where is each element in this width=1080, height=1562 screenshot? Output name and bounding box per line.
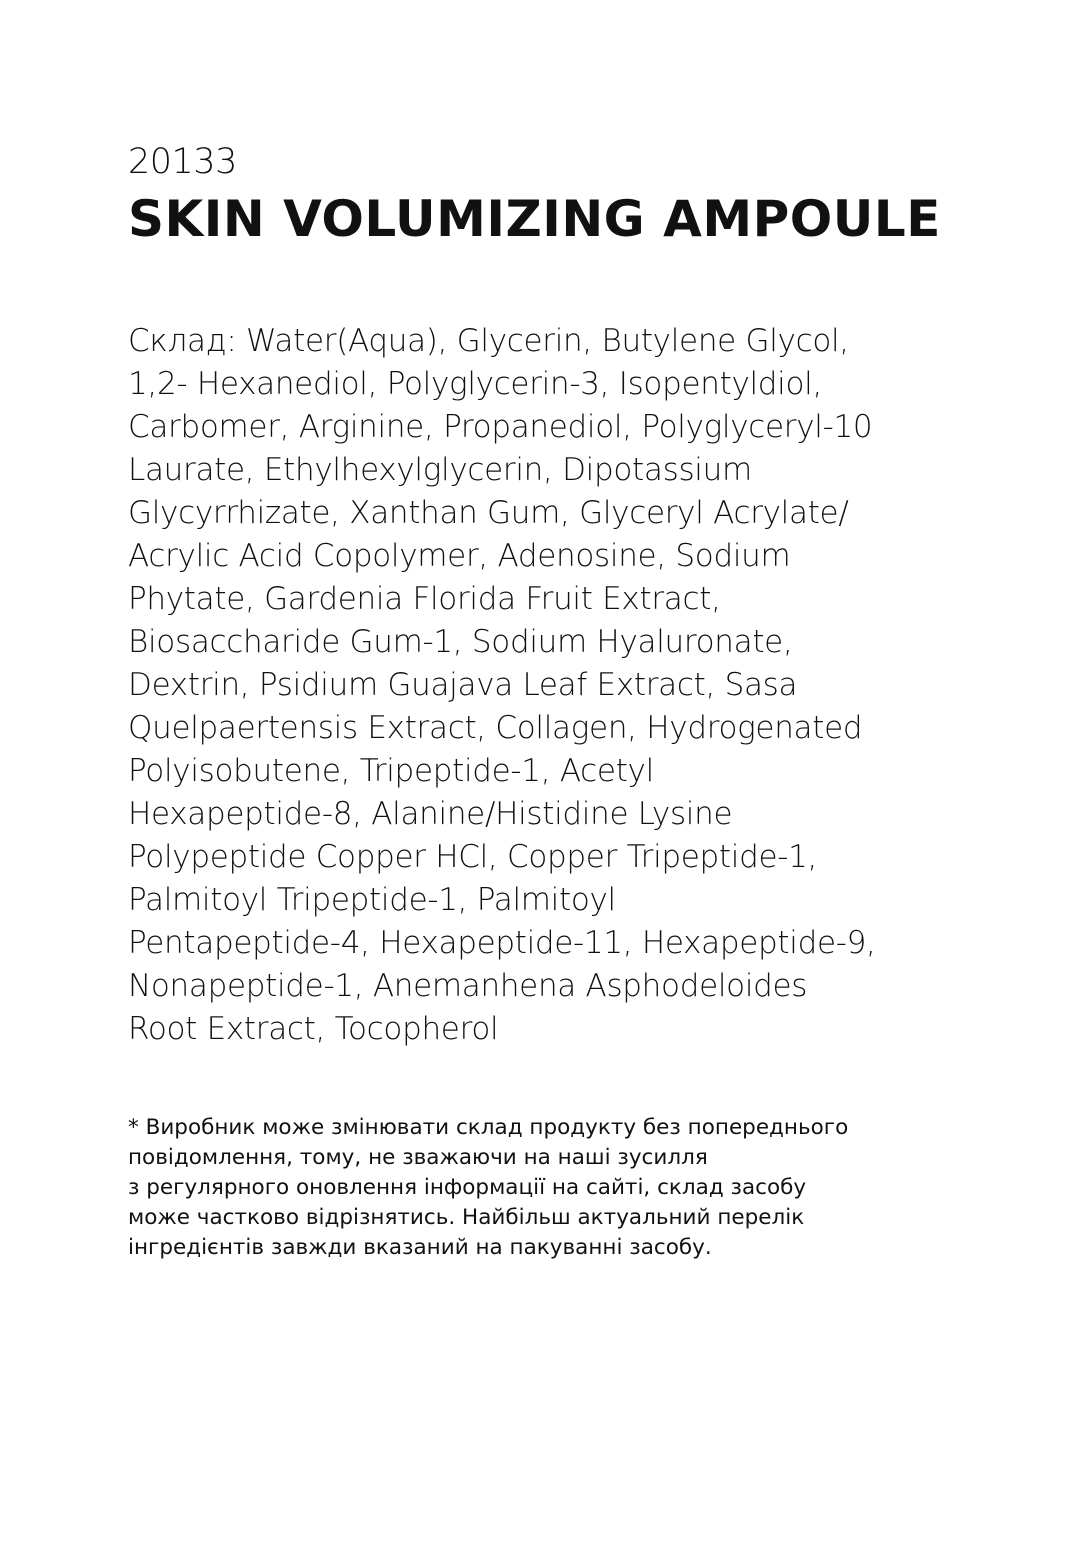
- ingredients-line: Nonapeptide-1, Anemanhena Asphodeloides: [128, 968, 808, 1004]
- product-code: 20133: [128, 142, 237, 182]
- ingredients-line: 1,2- Hexanediol, Polyglycerin-3, Isopentyldiol,: [128, 366, 823, 402]
- disclaimer-line: повідомлення, тому, не зважаючи на наші зусилля: [128, 1145, 708, 1170]
- ingredients-line: Phytate, Gardenia Florida Fruit Extract,: [128, 581, 721, 617]
- ingredients-line: Carbomer, Arginine, Propanediol, Polyglyceryl-10: [128, 409, 873, 445]
- ingredients-line: Quelpaertensis Extract, Collagen, Hydrogenated: [128, 710, 863, 746]
- product-title: SKIN VOLUMIZING AMPOULE: [128, 190, 941, 248]
- ingredients-line: Склад: Water(Aqua), Glycerin, Butylene Glycol,: [128, 323, 849, 359]
- product-sheet: [128, 140, 978, 1263]
- ingredients-line: Polyisobutene, Tripeptide-1, Acetyl: [128, 753, 654, 789]
- ingredients-line: Root Extract, Tocopherol: [128, 1011, 499, 1047]
- ingredients-line: Laurate, Ethylhexylglycerin, Dipotassium: [128, 452, 752, 488]
- disclaimer-line: з регулярного оновлення інформації на сайті, склад засобу: [128, 1175, 807, 1200]
- ingredients-line: Biosaccharide Gum-1, Sodium Hyaluronate,: [128, 624, 793, 660]
- ingredients-line: Acrylic Acid Copolymer, Adenosine, Sodium: [128, 538, 791, 574]
- ingredients-line: Palmitoyl Tripeptide-1, Palmitoyl: [128, 882, 616, 918]
- ingredients-line: Pentapeptide-4, Hexapeptide-11, Hexapeptide-9,: [128, 925, 876, 961]
- disclaimer-line: може частково відрізнятись. Найбільш актуальний перелік: [128, 1205, 805, 1230]
- ingredients-line: Glycyrrhizate, Xanthan Gum, Glyceryl Acrylate/: [128, 495, 849, 531]
- ingredients-line: Hexapeptide-8, Alanine/Histidine Lysine: [128, 796, 733, 832]
- ingredients-line: Polypeptide Copper HCl, Copper Tripeptide-1,: [128, 839, 818, 875]
- ingredients-line: Dextrin, Psidium Guajava Leaf Extract, Sasa: [128, 667, 798, 703]
- disclaimer-note: [128, 1113, 978, 1263]
- disclaimer-line: інгредієнтів завжди вказаний на пакуванні засобу.: [128, 1235, 712, 1260]
- disclaimer-line: * Виробник може змінювати склад продукту без попереднього: [128, 1115, 849, 1140]
- ingredients-list: [128, 320, 978, 1051]
